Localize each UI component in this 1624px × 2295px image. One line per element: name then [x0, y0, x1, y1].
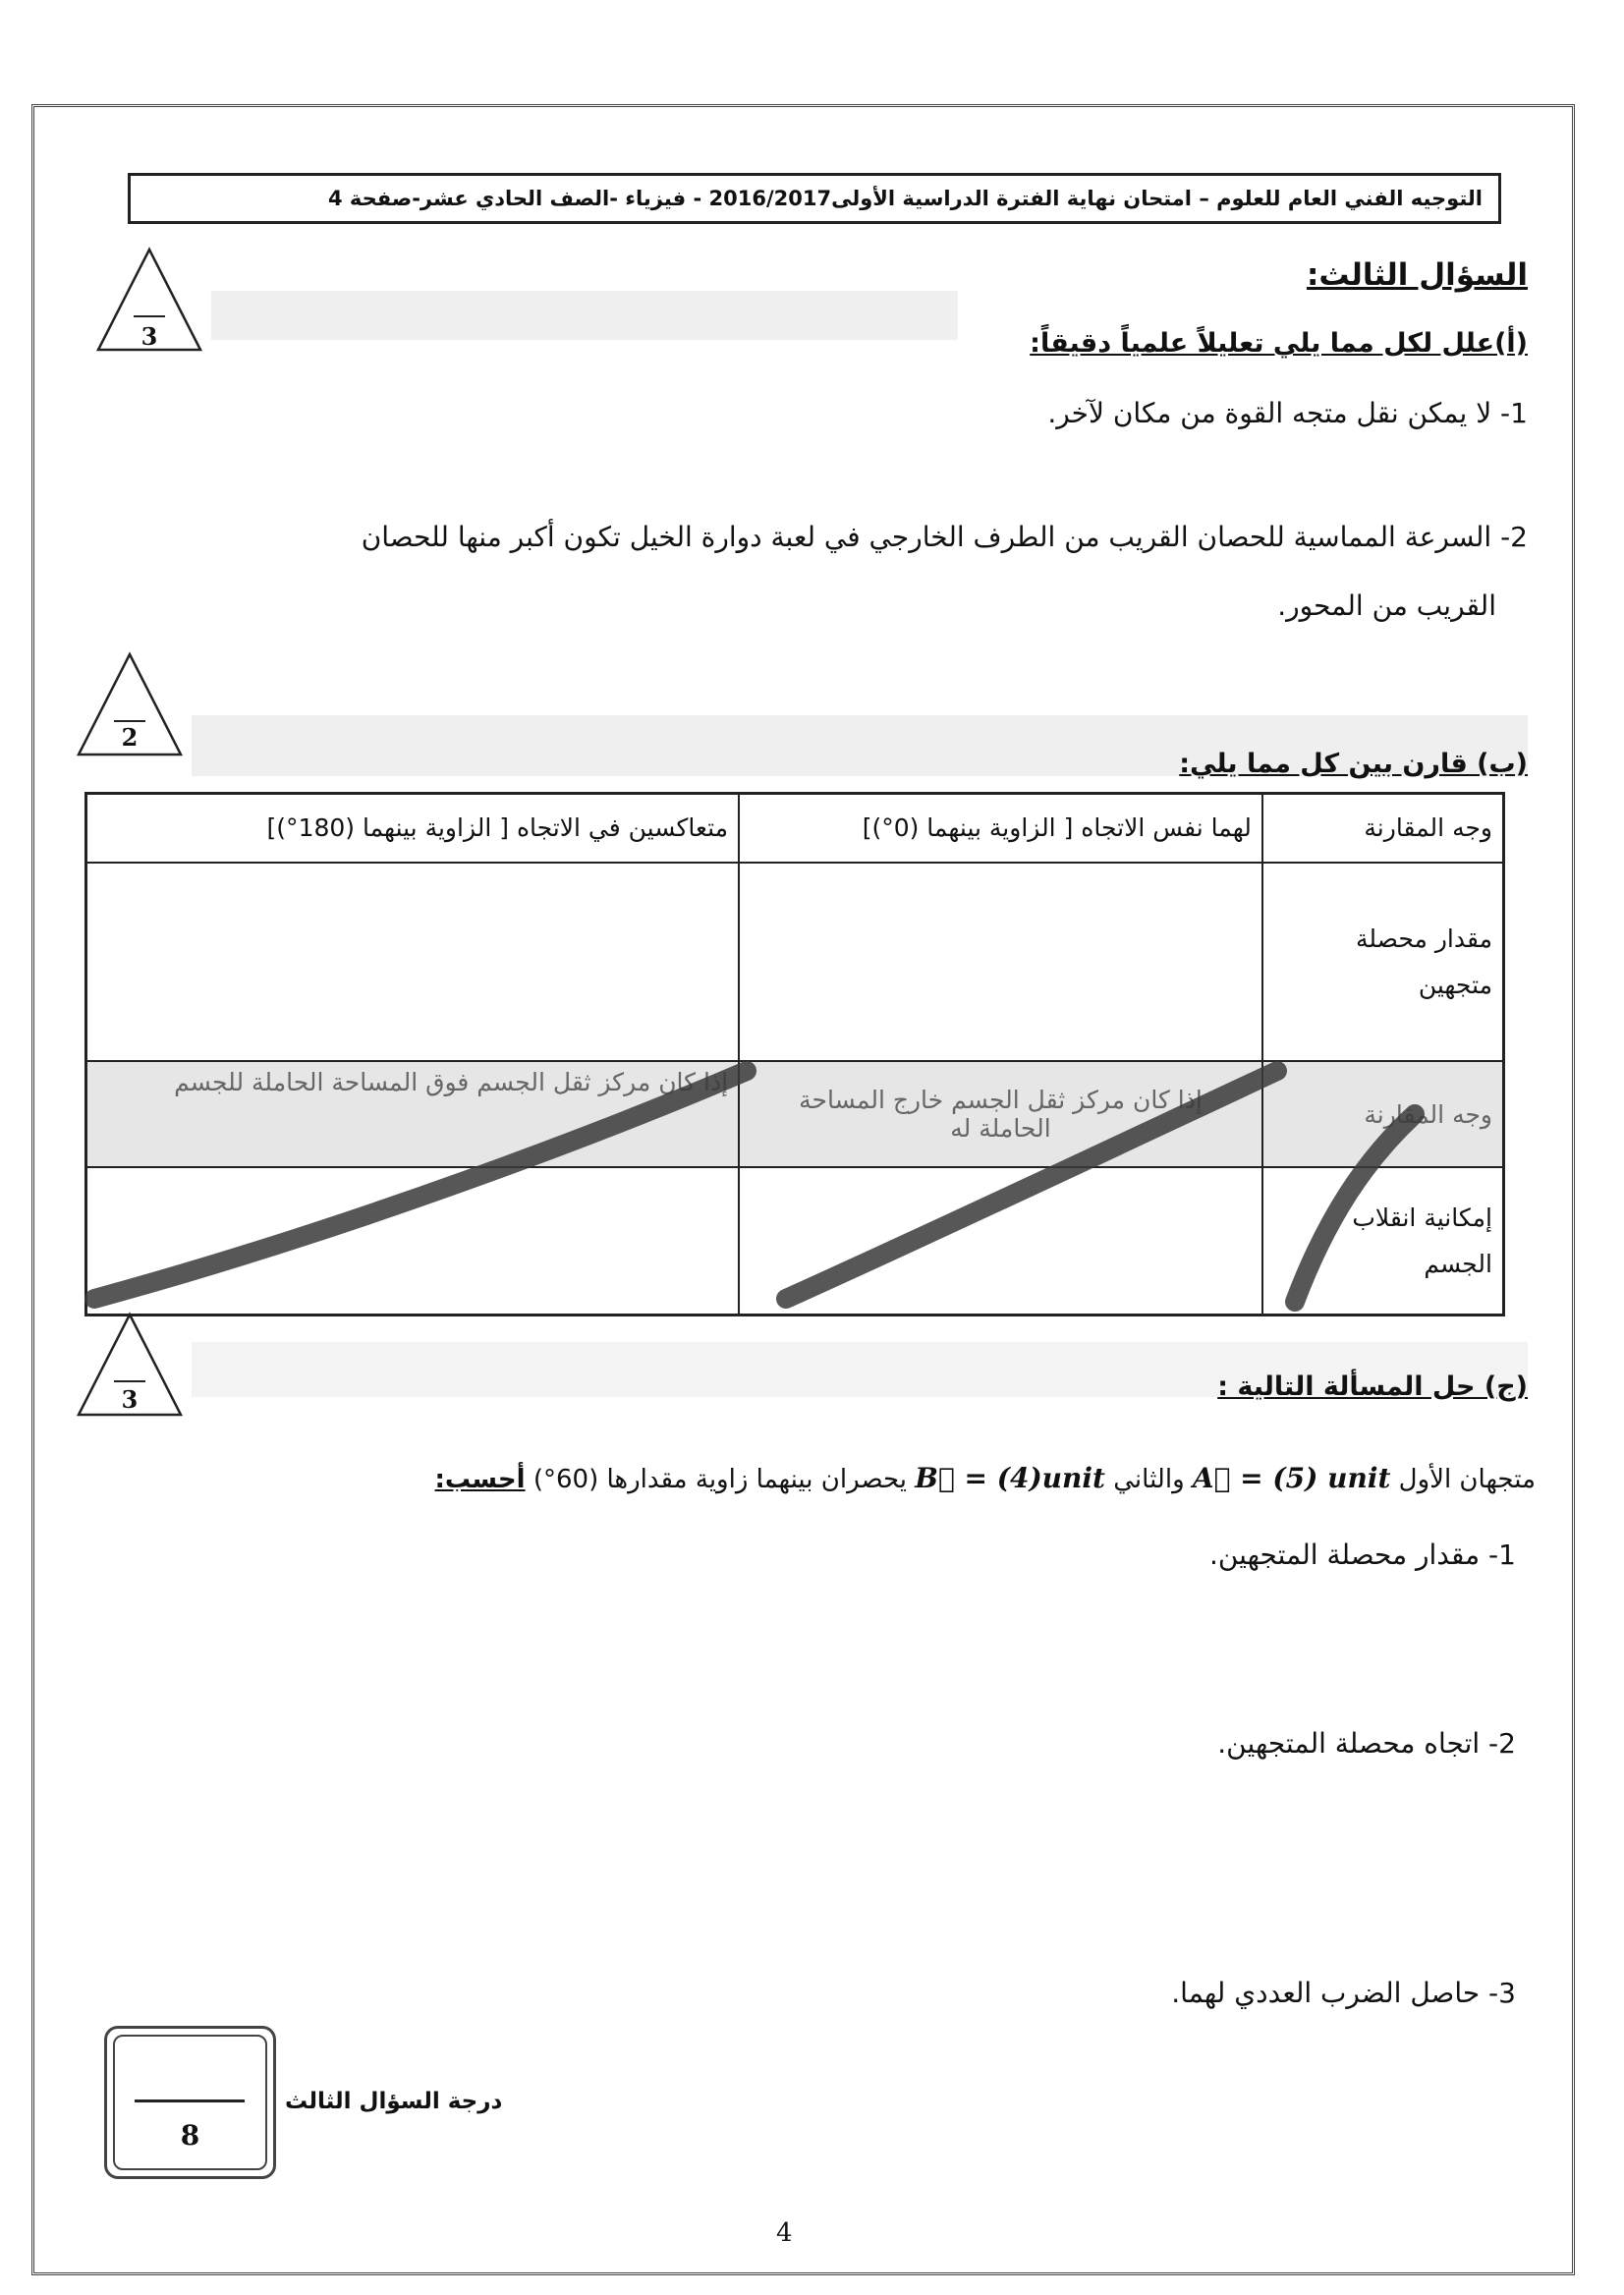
marks-c: 3	[121, 1385, 139, 1414]
row-label: إمكانية انقلاب	[1352, 1203, 1492, 1233]
table-row	[86, 1167, 1504, 1315]
table-cell	[1262, 863, 1504, 1061]
answer-cell[interactable]	[739, 1167, 1262, 1315]
marks-triangle-a	[94, 246, 204, 354]
problem-suffix: يحصران بينهما زاوية مقدارها (60°)	[532, 1465, 908, 1494]
answer-cell[interactable]	[86, 1167, 740, 1315]
cell-text: إذا كان مركز ثقل الجسم فوق المساحة الحاملة للجسم	[174, 1068, 729, 1096]
part-c-q3: 3- حاصل الضرب العددي لهما.	[1171, 1977, 1516, 2009]
part-a-item-2-line-1: 2- السرعة المماسية للحصان القريب من الطرف الخارجي في لعبة دوارة الخيل تكون أكبر منها للحصان	[361, 521, 1528, 553]
part-a-item-2-line-2: القريب من المحور.	[1277, 589, 1496, 622]
marks-triangle-b	[75, 650, 185, 758]
row-label: وجه المقارنة	[1262, 1061, 1504, 1167]
part-c-q1: 1- مقدار محصلة المتجهين.	[1208, 1539, 1516, 1571]
table-cell	[1262, 1167, 1504, 1315]
exam-header: التوجيه الفني العام للعلوم – امتحان نهاية الفترة الدراسية الأولى2016/2017 - فيزياء -الصف الحادي عشر-صفحة 4	[128, 173, 1501, 224]
scan-shade	[211, 291, 958, 340]
part-c-q2: 2- اتجاه محصلة المتجهين.	[1217, 1727, 1516, 1760]
answer-cell[interactable]	[86, 863, 740, 1061]
calc-instruction: أحسب:	[434, 1465, 526, 1494]
row-label: مقدار محصلة	[1355, 924, 1492, 953]
question-title: السؤال الثالث:	[1307, 257, 1528, 293]
score-line	[135, 2099, 245, 2102]
marks-b: 2	[121, 723, 139, 752]
part-c-title: (ج) حل المسألة التالية :	[1217, 1371, 1528, 1402]
marks-a: 3	[140, 322, 158, 351]
answer-cell[interactable]	[739, 863, 1262, 1061]
vector-b: B⃗ = (4)unit	[915, 1462, 1105, 1494]
table-row	[86, 1061, 1504, 1167]
row-label: الجسم	[1424, 1250, 1492, 1279]
table-cell	[86, 1061, 740, 1167]
table-cell: وجه المقارنة	[1262, 794, 1504, 863]
part-b-title: (ب) قارن بين كل مما يلي:	[1179, 749, 1528, 779]
table-row	[86, 863, 1504, 1061]
score-label: درجة السؤال الثالث	[285, 2089, 503, 2114]
row-label: متجهين	[1418, 970, 1492, 999]
table-cell: لهما نفس الاتجاه [ الزاوية بينهما (0°)]	[739, 794, 1262, 863]
part-a-item-1: 1- لا يمكن نقل متجه القوة من مكان لآخر.	[1047, 397, 1528, 429]
table-cell: متعاكسين في الاتجاه [ الزاوية بينهما (180°)]	[86, 794, 740, 863]
cell-text: الحاملة له	[950, 1114, 1051, 1144]
marks-triangle-c	[75, 1311, 185, 1419]
problem-statement	[160, 1462, 1536, 1494]
vector-a: A⃗ = (5) unit	[1192, 1462, 1391, 1494]
connector-text: والثاني	[1113, 1465, 1185, 1494]
table-row	[86, 794, 1504, 863]
score-value: 8	[180, 2119, 200, 2152]
part-a-title: (أ)علل لكل مما يلي تعليلاً علمياً دقيقاً:	[1030, 328, 1528, 359]
comparison-table	[84, 792, 1505, 1316]
table-cell	[739, 1061, 1262, 1167]
cell-text: إذا كان مركز ثقل الجسم خارج المساحة	[799, 1086, 1203, 1115]
score-box	[104, 2026, 276, 2179]
problem-prefix: متجهان الأول	[1398, 1465, 1536, 1494]
page-number: 4	[776, 2218, 793, 2248]
